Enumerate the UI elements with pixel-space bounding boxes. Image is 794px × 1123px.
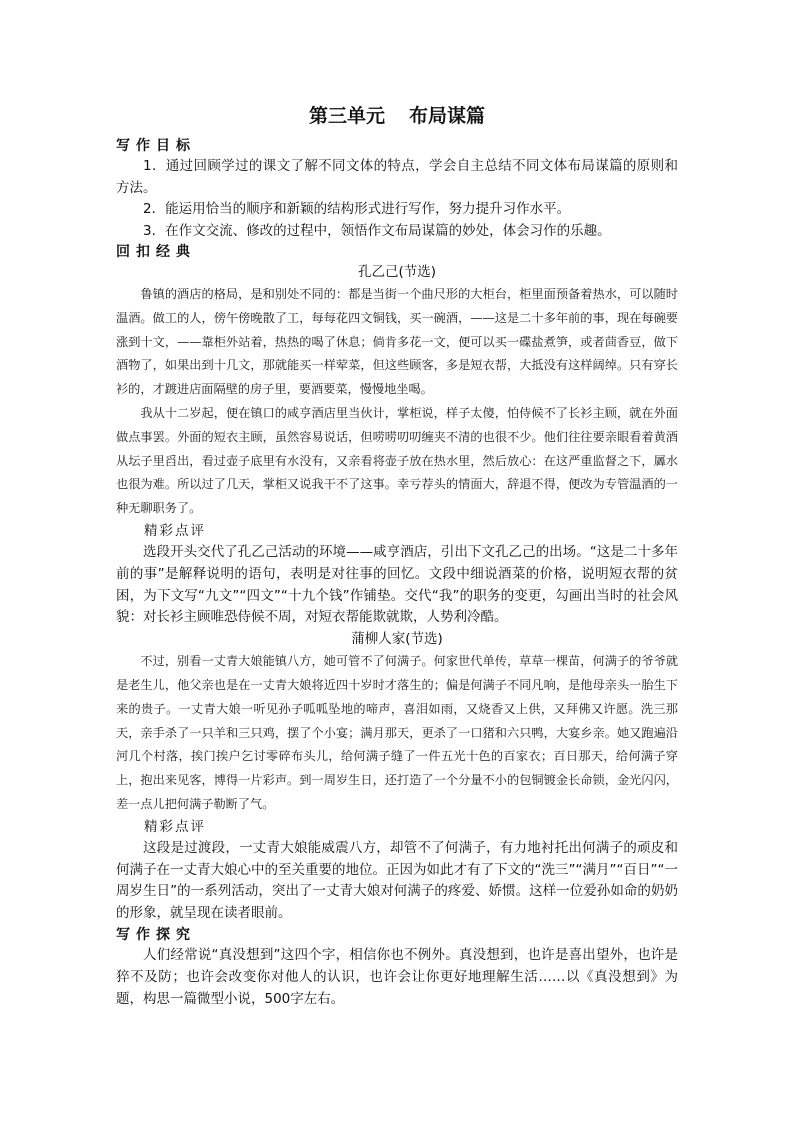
unit-subtitle: 布局谋篇 [409, 105, 486, 127]
comment-text: 选段开头交代了孔乙己活动的环境——咸亨酒店，引出下文孔乙己的出场。“这是二十多年前的事”是解释说明的语句，表明是对往事的回忆。文段中细说酒菜的价格，说明短衣帮的贫困，为下文写“九文”“四文”“十九个钱”作铺垫。交代“我”的职务的变更，勾画出当时的社会风貌：对长衫主顾唯恐侍候不周，对短衣帮能欺就欺，人势利冷酷。 [116, 543, 678, 626]
comment-heading: 精彩点评 [144, 522, 206, 539]
excerpt-paragraph: 我从十二岁起，便在镇口的咸亨酒店里当伙计，掌柜说，样子太傻，怕侍候不了长衫主顾，就在外面做点事罢。外面的短衣主顾，虽然容易说话，但唠唠叨叨缠夹不清的也很不少。他们往往要亲眼看着黄酒从坛子里舀出，看过壶子底里有水没有，又亲看将壶子放在热水里，然后放心：在这严重监督之下，羼水也很为难。所以过了几天，掌柜又说我干不了这事。幸亏荐头的情面大，辞退不得，便改为专管温酒的一种无聊职务了。 [116, 405, 678, 516]
explore-heading: 写作探究 [116, 926, 196, 943]
unit-title: 第三单元 [308, 105, 385, 127]
page-title [116, 100, 678, 132]
goal-item-3: 3．在作文交流、修改的过程中，领悟作文布局谋篇的妙处，体会习作的乐趣。 [143, 222, 611, 239]
comment-text: 这段是过渡段，一丈青大娘能威震八方，却管不了何满子，有力地衬托出何满子的顽皮和何满子在一丈青大娘心中的至关重要的地位。正因为如此才有了下文的“洗三”“满月”“百日”“一周岁生日”的一系列活动，突出了一丈青大娘对何满子的疼爱、娇惯。这样一位爱孙如命的奶奶的形象，就呈现在读者眼前。 [116, 839, 678, 922]
comment-heading: 精彩点评 [144, 818, 206, 835]
goal-item-1: 1．通过回顾学过的课文了解不同文体的特点，学会自主总结不同文体布局谋篇的原则和方法。 [116, 158, 678, 196]
excerpt-title-puliu: 蒲柳人家(节选) [351, 631, 443, 648]
goal-item-2: 2．能运用恰当的顺序和新颖的结构形式进行写作，努力提升习作水平。 [143, 201, 571, 217]
goals-heading: 写作目标 [116, 138, 196, 154]
explore-text: 人们经常说“真没想到”这四个字，相信你也不例外。真没想到，也许是喜出望外，也许是猝不及防；也许会改变你对他人的认识，也许会让你更好地理解生活……以《真没想到》为题，构思一篇微型小说，500字左右。 [116, 946, 678, 1007]
excerpt-paragraph: 不过，别看一丈青大娘能镇八方，她可管不了何满子。何家世代单传，草草一棵苗，何满子的爷爷就是老生儿，他父亲也是在一丈青大娘将近四十岁时才落生的；偏是何满子不同凡响，是他母亲头一胎生下来的贵子。一丈青大娘一听见孙子呱呱坠地的啼声，喜泪如雨，又烧香又上供，又拜佛又许愿。洗三那天，亲手杀了一只羊和三只鸡，摆了个小宴；满月那天，更杀了一口猪和六只鸭，大宴乡亲。她又跑遍沿河几个村落，挨门挨户乞讨零碎布头儿，给何满子缝了一件五光十色的百家衣；百日那天，给何满子穿上，抱出来见客，博得一片彩声。到一周岁生日，还打造了一个分量不小的包铜镀金长命锁，金光闪闪，差一点儿把何满子勒断了气。 [116, 654, 678, 811]
excerpt-paragraph: 鲁镇的酒店的格局，是和别处不同的：都是当街一个曲尺形的大柜台，柜里面预备着热水，可以随时温酒。做工的人，傍午傍晚散了工，每每花四文铜钱，买一碗酒，——这是二十多年前的事，现在每碗要涨到十文，——靠柜外站着，热热的喝了休息；倘肯多花一文，便可以买一碟盐煮笋，或者茴香豆，做下酒物了，如果出到十几文，那就能买一样荤菜，但这些顾客，多是短衣帮，大抵没有这样阔绰。只有穿长衫的，才踱进店面隔壁的房子里，要酒要菜，慢慢地坐喝。 [116, 287, 678, 397]
excerpt-title-kongyiji: 孔乙己(节选) [357, 264, 437, 280]
document-page [116, 100, 678, 1010]
classics-heading: 回扣经典 [116, 244, 196, 260]
